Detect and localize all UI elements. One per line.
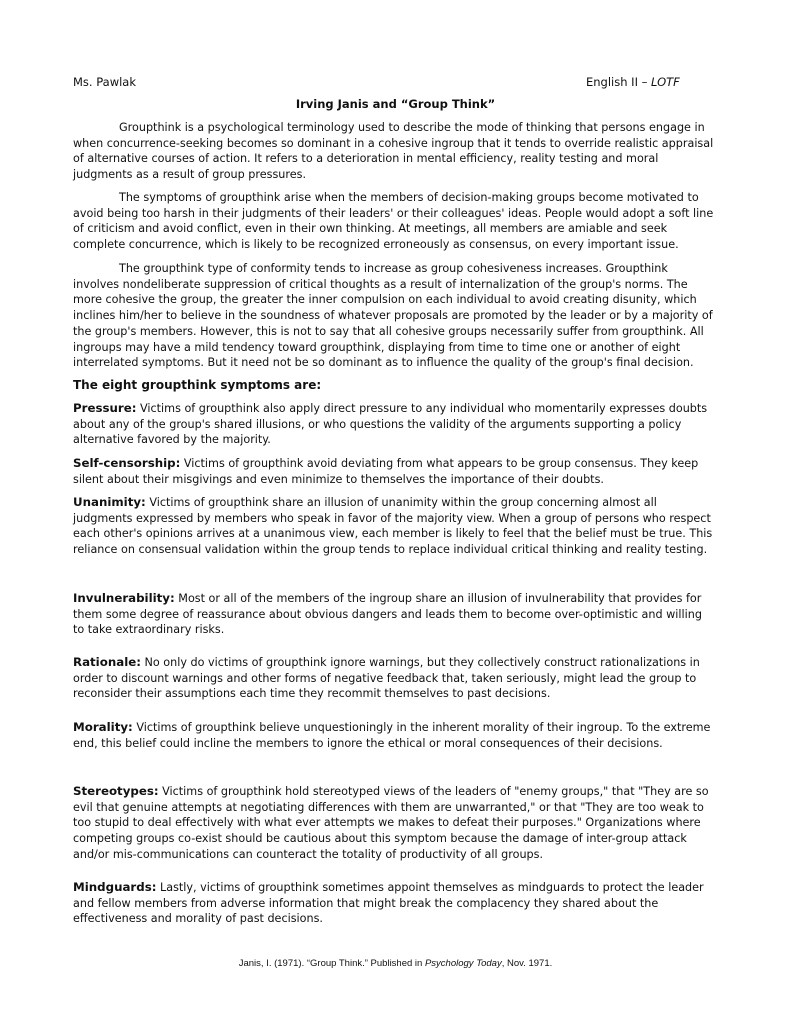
citation-journal: Psychology Today xyxy=(424,958,502,969)
intro-section-3 xyxy=(73,261,715,371)
symptom-term: Rationale: xyxy=(73,655,141,669)
symptom-mindguards xyxy=(73,880,715,927)
intro-section-2 xyxy=(73,190,715,253)
citation-suffix: , Nov. 1971. xyxy=(501,958,553,969)
paragraph-2: The symptoms of groupthink arise when the members of decision-making groups become motivated to avoid being too harsh in their judgments of their leaders' or their colleagues' ideas. People would adopt a soft line of criticism and avoid conflict, even in their own thinking. At meetings, all members are amiable and seek complete concurrence, which is likely to be recognized erroneously as consensus, on every important issue. xyxy=(73,191,714,252)
symptom-term: Self-censorship: xyxy=(73,456,181,470)
symptom-morality xyxy=(73,720,715,751)
symptom-text: Victims of groupthink believe unquestioningly in the inherent morality of their ingroup. To the extreme end, this belief could incline the members to ignore the ethical or moral consequences of their decisions. xyxy=(73,721,711,750)
citation-footer xyxy=(0,958,791,969)
symptom-text: No only do victims of groupthink ignore warnings, but they collectively construct rationalizations in order to discount warnings and other forms of negative feedback that, taken seriously, might lead the group to reconsider their assumptions each time they recommit themselves to past decisions. xyxy=(73,656,700,701)
symptom-text: Victims of groupthink hold stereotyped views of the leaders of "enemy groups," that "They are so evil that genuine attempts at negotiating differences with them are unwarranted," or that "They are too weak to too stupid to deal effectively with what ever attempts we makes to defeat their purposes." Organizations where competing groups co-exist should be cautious about this symptom because the damage of inter-group attack and/or mis-communications can counteract the totality of productivity of all groups. xyxy=(73,785,709,861)
symptom-pressure xyxy=(73,401,715,448)
course-unit: LOTF xyxy=(651,75,680,89)
symptom-unanimity xyxy=(73,495,715,558)
intro-section xyxy=(73,120,715,183)
paragraph-3: The groupthink type of conformity tends to increase as group cohesiveness increases. Groupthink involves nondeliberate suppression of critical thoughts as a result of internalization of the group's norms. The more cohesive the group, the greater the inner compulsion on each individual to avoid creating disunity, which inclines him/her to believe in the soundness of whatever proposals are promoted by the leader or by a majority of the group's members. However, this is not to say that all cohesive groups necessarily suffer from groupthink. All ingroups may have a mild tendency toward groupthink, displaying from time to time one or another of eight interrelated symptoms. But it need not be so dominant as to influence the quality of the group's final decision. xyxy=(73,262,713,370)
symptom-term: Pressure: xyxy=(73,401,137,415)
citation-prefix: Janis, I. (1971). “Group Think.” Published in xyxy=(238,958,425,969)
symptom-text: Lastly, victims of groupthink sometimes appoint themselves as mindguards to protect the leader and fellow members from adverse information that might break the complacency they shared about the effectiveness and morality of past decisions. xyxy=(73,881,704,926)
symptom-term: Unanimity: xyxy=(73,495,146,509)
course-prefix: English II – xyxy=(586,75,652,89)
symptom-text: Victims of groupthink also apply direct pressure to any individual who momentarily expresses doubts about any of the group's shared illusions, or who questions the validity of the arguments supporting a policy alternative favored by the majority. xyxy=(73,402,708,447)
paragraph-1: Groupthink is a psychological terminology used to describe the mode of thinking that persons engage in when concurrence-seeking becomes so dominant in a cohesive ingroup that it tends to override realistic appraisal of alternative courses of action. It refers to a deterioration in mental efficiency, reality testing and moral judgments as a result of group pressures. xyxy=(73,121,714,182)
symptom-text: Most or all of the members of the ingroup share an illusion of invulnerability that provides for them some degree of reassurance about obvious dangers and leads them to become over-optimistic and willing to take extraordinary risks. xyxy=(73,592,702,637)
symptom-stereotypes xyxy=(73,784,715,863)
symptom-term: Invulnerability: xyxy=(73,591,175,605)
teacher-name: Ms. Pawlak xyxy=(73,75,136,89)
document-title: Irving Janis and “Group Think” xyxy=(295,97,496,111)
course-label xyxy=(586,75,680,89)
symptom-invulnerability xyxy=(73,591,715,638)
symptom-text: Victims of groupthink avoid deviating from what appears to be group consensus. They keep silent about their misgivings and even minimize to themselves the importance of their doubts. xyxy=(73,457,699,486)
symptom-text: Victims of groupthink share an illusion of unanimity within the group concerning almost all judgments expressed by members who speak in favor of the majority view. When a group of persons who respect each other's opinions arrives at a unanimous view, each member is likely to feel that the belief must be true. This reliance on consensual validation within the group tends to replace individual critical thinking and reality testing. xyxy=(73,496,713,557)
symptom-term: Stereotypes: xyxy=(73,784,159,798)
symptom-rationale xyxy=(73,655,715,702)
symptom-self-censorship xyxy=(73,456,715,487)
symptom-term: Mindguards: xyxy=(73,880,157,894)
symptoms-heading: The eight groupthink symptoms are: xyxy=(73,378,322,392)
symptom-term: Morality: xyxy=(73,720,133,734)
